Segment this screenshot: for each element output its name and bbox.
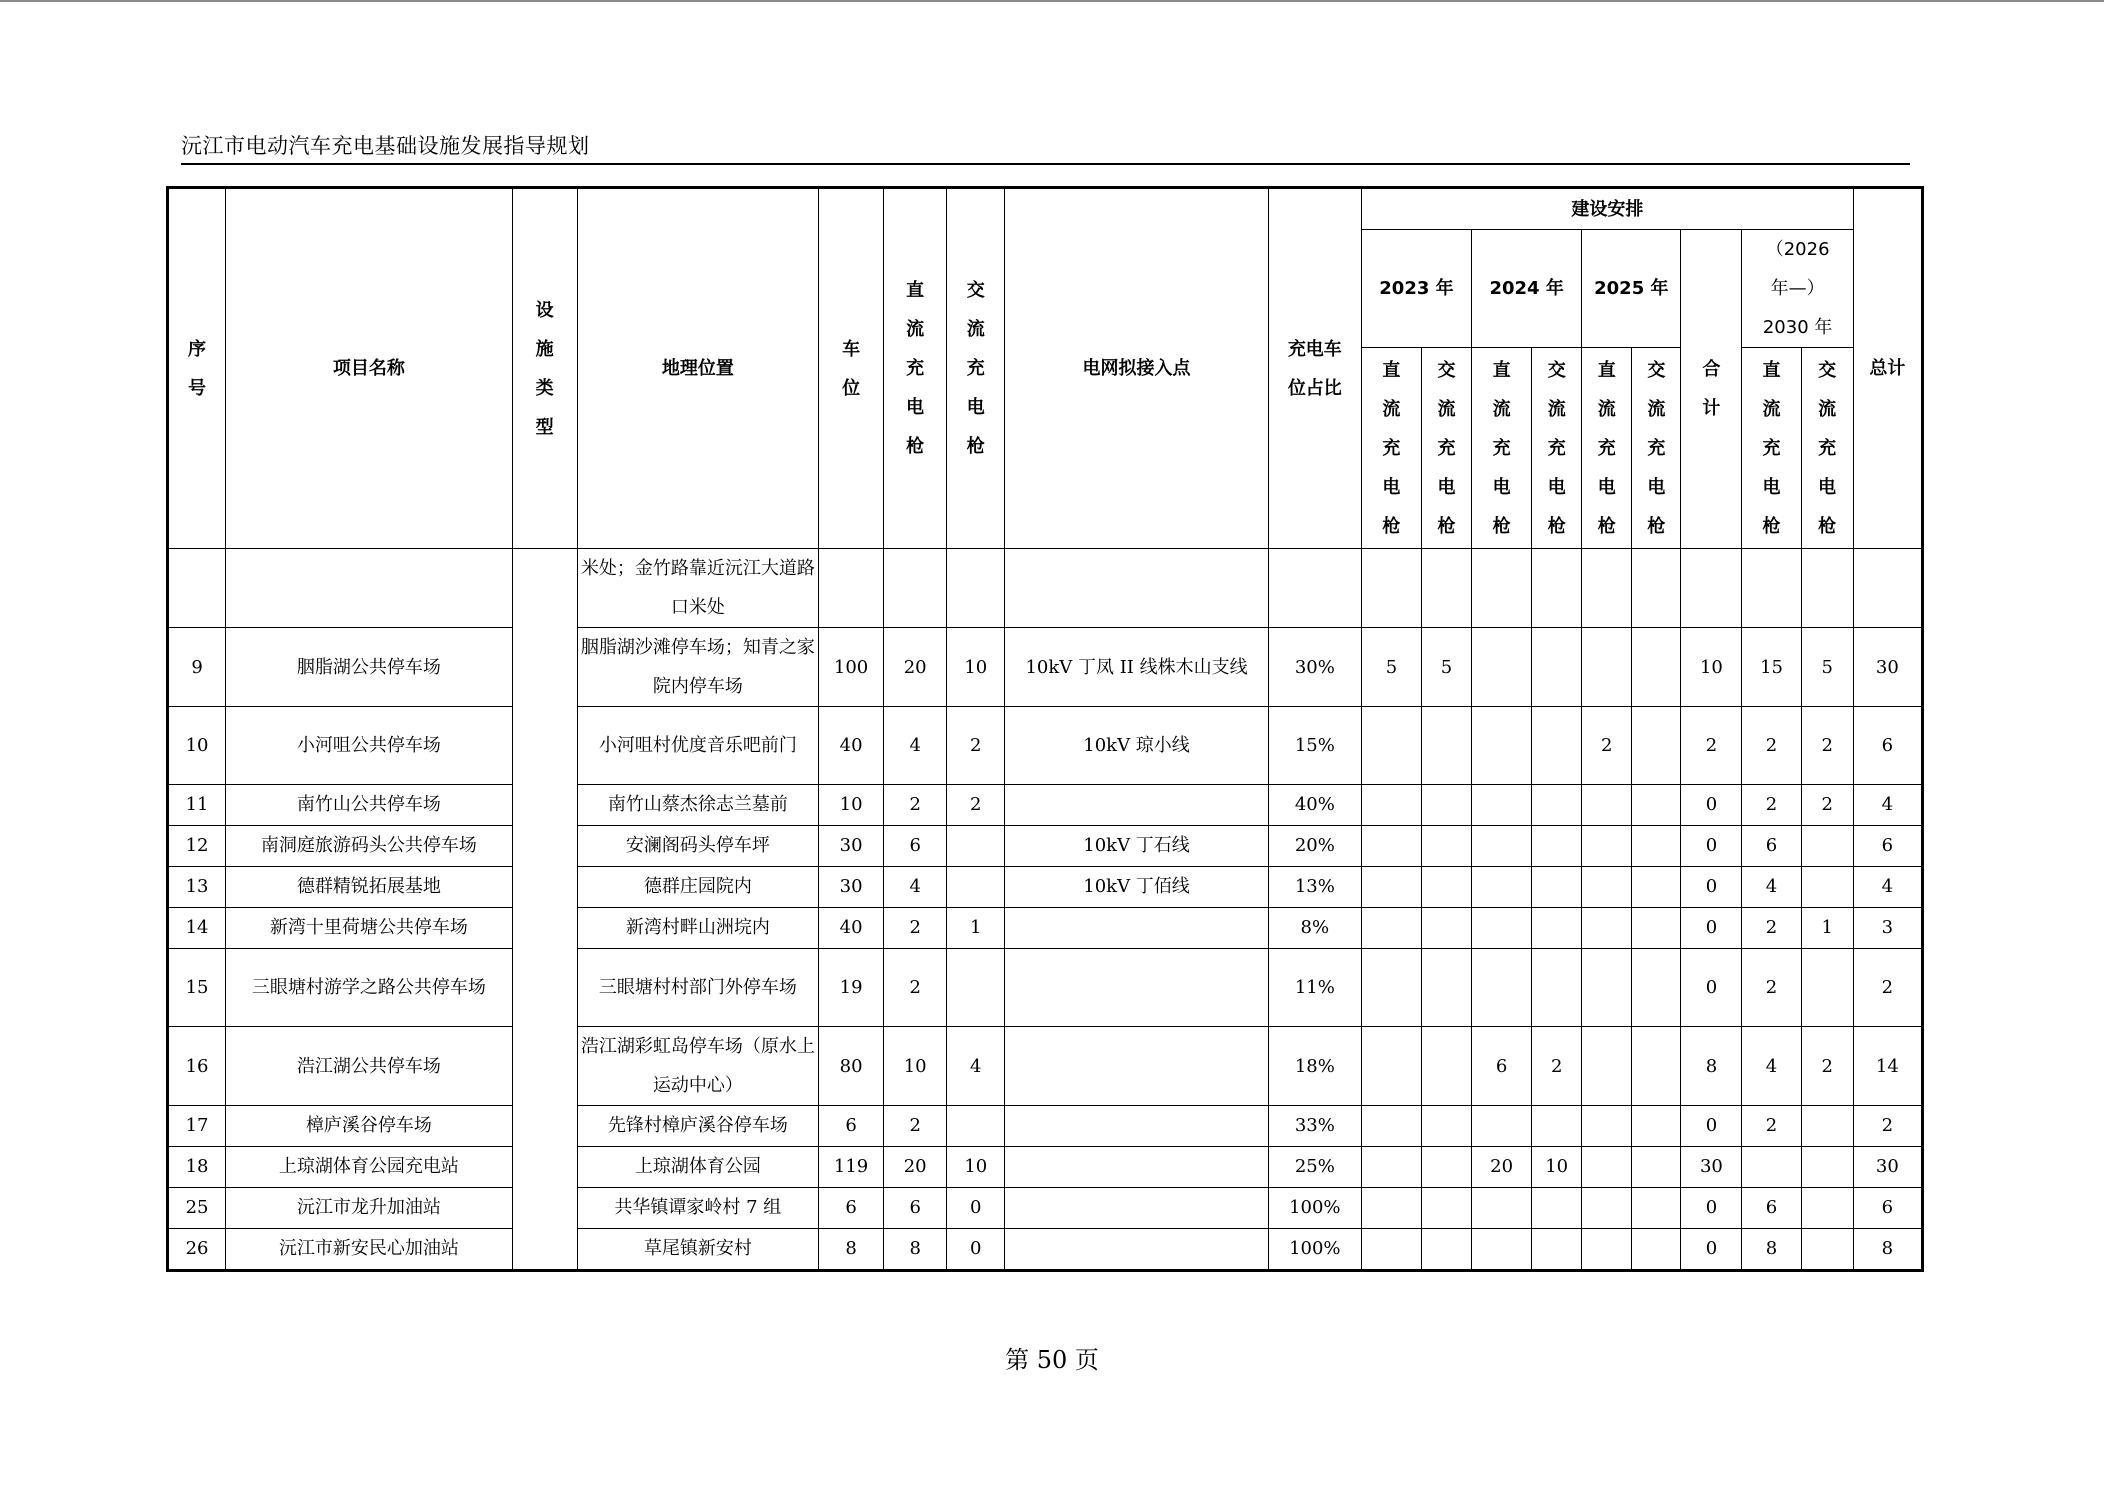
dc-2024-cell <box>1472 1188 1532 1229</box>
ac-2024-cell <box>1532 1188 1582 1229</box>
ac-2023-cell <box>1421 1106 1471 1147</box>
ac-cell <box>947 949 1005 1027</box>
dc-2025-cell <box>1582 1229 1632 1271</box>
dc-2023-cell <box>1361 785 1421 826</box>
dc-2024-cell <box>1472 628 1532 707</box>
dc-cell: 8 <box>884 1229 947 1271</box>
dc-2023-cell <box>1361 707 1421 785</box>
ac-2023-cell <box>1421 867 1471 908</box>
total-cell: 3 <box>1853 908 1922 949</box>
dc-2024-cell <box>1472 1229 1532 1271</box>
table-row <box>168 1147 1923 1188</box>
ac-cell: 10 <box>947 628 1005 707</box>
dc-2026-cell: 4 <box>1742 1027 1801 1106</box>
ac-2023-cell <box>1421 949 1471 1027</box>
col-arrangement: 建设安排 <box>1361 188 1853 230</box>
spaces-cell: 10 <box>819 785 884 826</box>
dc-2024-cell <box>1472 1106 1532 1147</box>
ac-2025-cell <box>1632 1229 1681 1271</box>
dc-2023-cell <box>1361 1027 1421 1106</box>
ac-2026-cell <box>1801 867 1853 908</box>
seq-cell: 15 <box>168 949 226 1027</box>
col-type: 设施类型 <box>512 188 577 549</box>
sub-dc-2023: 直流充电枪 <box>1361 348 1421 549</box>
location-cell: 米处；金竹路靠近沅江大道路口米处 <box>577 549 818 628</box>
table-row <box>168 785 1923 826</box>
sub-ac-2025: 交流充电枪 <box>1632 348 1681 549</box>
dc-2023-cell <box>1361 908 1421 949</box>
dc-2023-cell <box>1361 826 1421 867</box>
ac-2025-cell <box>1632 1027 1681 1106</box>
facility-type-cell <box>512 1188 577 1229</box>
table-row <box>168 1106 1923 1147</box>
seq-cell: 12 <box>168 826 226 867</box>
dc-cell: 6 <box>884 1188 947 1229</box>
col-subtotal: 合计 <box>1681 230 1742 549</box>
total-cell: 30 <box>1853 1147 1922 1188</box>
grid-cell <box>1005 908 1268 949</box>
grid-cell: 10kV 琼小线 <box>1005 707 1268 785</box>
ac-2026-cell <box>1801 826 1853 867</box>
ratio-cell: 20% <box>1268 826 1361 867</box>
dc-2025-cell <box>1582 628 1632 707</box>
spaces-cell: 30 <box>819 826 884 867</box>
grid-cell <box>1005 1027 1268 1106</box>
ac-2026-cell: 2 <box>1801 785 1853 826</box>
ac-cell: 0 <box>947 1188 1005 1229</box>
grid-cell: 10kV 丁石线 <box>1005 826 1268 867</box>
ac-2024-cell: 10 <box>1532 1147 1582 1188</box>
dc-2025-cell <box>1582 785 1632 826</box>
grid-cell <box>1005 1188 1268 1229</box>
ac-2024-cell <box>1532 908 1582 949</box>
col-dc: 直流充电枪 <box>884 188 947 549</box>
col-grid: 电网拟接入点 <box>1005 188 1268 549</box>
spaces-cell: 119 <box>819 1147 884 1188</box>
col-2023: 2023 年 <box>1361 230 1471 348</box>
ac-2023-cell <box>1421 785 1471 826</box>
location-cell: 浩江湖彩虹岛停车场（原水上运动中心） <box>577 1027 818 1106</box>
dc-2024-cell <box>1472 949 1532 1027</box>
ac-2024-cell <box>1532 949 1582 1027</box>
dc-2025-cell <box>1582 867 1632 908</box>
sub-ac-2023: 交流充电枪 <box>1421 348 1471 549</box>
facility-type-cell <box>512 949 577 1027</box>
dc-2024-cell <box>1472 785 1532 826</box>
dc-2025-cell <box>1582 908 1632 949</box>
ac-2025-cell <box>1632 908 1681 949</box>
name-cell: 沅江市龙升加油站 <box>226 1188 512 1229</box>
ac-2025-cell <box>1632 949 1681 1027</box>
dc-2026-cell: 4 <box>1742 867 1801 908</box>
col-2025: 2025 年 <box>1582 230 1681 348</box>
ac-2026-cell: 1 <box>1801 908 1853 949</box>
ratio-cell: 13% <box>1268 867 1361 908</box>
col-seq: 序号 <box>168 188 226 549</box>
dc-2026-cell: 2 <box>1742 949 1801 1027</box>
table-row <box>168 908 1923 949</box>
ac-cell: 10 <box>947 1147 1005 1188</box>
subtotal-cell: 10 <box>1681 628 1742 707</box>
sub-ac-2024: 交流充电枪 <box>1532 348 1582 549</box>
dc-2023-cell <box>1361 1188 1421 1229</box>
location-cell: 胭脂湖沙滩停车场；知青之家院内停车场 <box>577 628 818 707</box>
name-cell: 沅江市新安民心加油站 <box>226 1229 512 1271</box>
dc-2023-cell <box>1361 949 1421 1027</box>
ratio-cell: 30% <box>1268 628 1361 707</box>
col-spaces: 车位 <box>819 188 884 549</box>
sub-dc-2025: 直流充电枪 <box>1582 348 1632 549</box>
facility-type-cell <box>512 908 577 949</box>
grid-cell <box>1005 1229 1268 1271</box>
dc-cell: 20 <box>884 628 947 707</box>
ac-2023-cell <box>1421 908 1471 949</box>
ac-2026-cell: 5 <box>1801 628 1853 707</box>
ac-2023-cell <box>1421 826 1471 867</box>
dc-2023-cell <box>1361 1147 1421 1188</box>
table-row <box>168 628 1923 707</box>
location-cell: 先锋村樟庐溪谷停车场 <box>577 1106 818 1147</box>
dc-2024-cell: 6 <box>1472 1027 1532 1106</box>
location-cell: 小河咀村优度音乐吧前门 <box>577 707 818 785</box>
document-running-title: 沅江市电动汽车充电基础设施发展指导规划 <box>181 134 590 158</box>
spaces-cell: 100 <box>819 628 884 707</box>
ac-2023-cell <box>1421 707 1471 785</box>
location-cell: 草尾镇新安村 <box>577 1229 818 1271</box>
ac-2025-cell <box>1632 1188 1681 1229</box>
name-cell: 上琼湖体育公园充电站 <box>226 1147 512 1188</box>
ac-2026-cell <box>1801 1147 1853 1188</box>
ac-2026-cell <box>1801 949 1853 1027</box>
col-ac: 交流充电枪 <box>947 188 1005 549</box>
table-row <box>168 707 1923 785</box>
ac-2024-cell <box>1532 867 1582 908</box>
location-cell: 上琼湖体育公园 <box>577 1147 818 1188</box>
seq-cell: 25 <box>168 1188 226 1229</box>
spaces-cell: 19 <box>819 949 884 1027</box>
ratio-cell: 18% <box>1268 1027 1361 1106</box>
total-cell: 4 <box>1853 867 1922 908</box>
ac-2023-cell <box>1421 1229 1471 1271</box>
seq-cell: 18 <box>168 1147 226 1188</box>
seq-cell: 10 <box>168 707 226 785</box>
grid-cell <box>1005 1147 1268 1188</box>
total-cell: 6 <box>1853 1188 1922 1229</box>
dc-2023-cell <box>1361 867 1421 908</box>
col-location: 地理位置 <box>577 188 818 549</box>
subtotal-cell: 0 <box>1681 826 1742 867</box>
grid-cell: 10kV 丁凤 II 线株木山支线 <box>1005 628 1268 707</box>
dc-2026-cell <box>1742 1147 1801 1188</box>
ac-2023-cell <box>1421 1147 1471 1188</box>
ac-2025-cell <box>1632 826 1681 867</box>
name-cell: 三眼塘村游学之路公共停车场 <box>226 949 512 1027</box>
name-cell: 南洞庭旅游码头公共停车场 <box>226 826 512 867</box>
spaces-cell: 80 <box>819 1027 884 1106</box>
total-cell: 6 <box>1853 707 1922 785</box>
facility-type-cell <box>512 785 577 826</box>
seq-cell: 13 <box>168 867 226 908</box>
ac-cell <box>947 826 1005 867</box>
dc-2023-cell <box>1361 1106 1421 1147</box>
seq-cell: 16 <box>168 1027 226 1106</box>
ratio-cell: 100% <box>1268 1229 1361 1271</box>
table-row <box>168 1188 1923 1229</box>
ratio-cell: 15% <box>1268 707 1361 785</box>
subtotal-cell: 0 <box>1681 1106 1742 1147</box>
ac-cell: 2 <box>947 707 1005 785</box>
total-cell: 8 <box>1853 1229 1922 1271</box>
grid-cell: 10kV 丁佰线 <box>1005 867 1268 908</box>
dc-cell: 2 <box>884 1106 947 1147</box>
dc-2024-cell: 20 <box>1472 1147 1532 1188</box>
facility-type-cell <box>512 549 577 628</box>
ac-2023-cell <box>1421 1027 1471 1106</box>
dc-2026-cell: 15 <box>1742 628 1801 707</box>
col-ratio: 充电车位占比 <box>1268 188 1361 549</box>
table-row <box>168 867 1923 908</box>
dc-2025-cell <box>1582 1027 1632 1106</box>
sub-dc-2024: 直流充电枪 <box>1472 348 1532 549</box>
ac-cell <box>947 1106 1005 1147</box>
dc-2026-cell: 2 <box>1742 1106 1801 1147</box>
grid-cell <box>1005 1106 1268 1147</box>
top-border-line <box>0 0 2104 2</box>
ac-2023-cell: 5 <box>1421 628 1471 707</box>
facility-type-cell <box>512 628 577 707</box>
location-cell: 南竹山蔡杰徐志兰墓前 <box>577 785 818 826</box>
dc-cell: 2 <box>884 908 947 949</box>
ratio-cell: 11% <box>1268 949 1361 1027</box>
ac-2025-cell <box>1632 628 1681 707</box>
ac-2024-cell <box>1532 826 1582 867</box>
ac-2025-cell <box>1632 1147 1681 1188</box>
subtotal-cell: 0 <box>1681 867 1742 908</box>
dc-2026-cell: 6 <box>1742 826 1801 867</box>
dc-cell: 4 <box>884 867 947 908</box>
facility-type-cell <box>512 1229 577 1271</box>
ac-cell <box>947 867 1005 908</box>
dc-2024-cell <box>1472 707 1532 785</box>
total-cell: 4 <box>1853 785 1922 826</box>
ac-2023-cell <box>1421 1188 1471 1229</box>
spaces-cell: 40 <box>819 707 884 785</box>
total-cell: 2 <box>1853 1106 1922 1147</box>
location-cell: 三眼塘村村部门外停车场 <box>577 949 818 1027</box>
seq-cell: 14 <box>168 908 226 949</box>
dc-2026-cell: 2 <box>1742 908 1801 949</box>
dc-2025-cell <box>1582 1188 1632 1229</box>
facility-type-cell <box>512 1147 577 1188</box>
ac-2025-cell <box>1632 785 1681 826</box>
total-cell: 2 <box>1853 949 1922 1027</box>
facility-type-cell <box>512 1106 577 1147</box>
table-row <box>168 1027 1923 1106</box>
spaces-cell: 8 <box>819 1229 884 1271</box>
table-row <box>168 949 1923 1027</box>
ac-2026-cell <box>1801 1106 1853 1147</box>
ac-2026-cell: 2 <box>1801 1027 1853 1106</box>
subtotal-cell: 30 <box>1681 1147 1742 1188</box>
dc-2025-cell <box>1582 1147 1632 1188</box>
location-cell: 德群庄园院内 <box>577 867 818 908</box>
ratio-cell: 25% <box>1268 1147 1361 1188</box>
location-cell: 共华镇谭家岭村 7 组 <box>577 1188 818 1229</box>
name-cell: 德群精锐拓展基地 <box>226 867 512 908</box>
ratio-cell: 100% <box>1268 1188 1361 1229</box>
facility-type-cell <box>512 867 577 908</box>
facility-type-cell <box>512 1027 577 1106</box>
dc-cell: 4 <box>884 707 947 785</box>
dc-2026-cell: 2 <box>1742 785 1801 826</box>
dc-2024-cell <box>1472 867 1532 908</box>
col-total: 总计 <box>1853 188 1922 549</box>
ac-cell: 2 <box>947 785 1005 826</box>
dc-2026-cell: 2 <box>1742 707 1801 785</box>
ac-cell: 0 <box>947 1229 1005 1271</box>
ac-2024-cell <box>1532 1229 1582 1271</box>
ac-2025-cell <box>1632 1106 1681 1147</box>
subtotal-cell: 0 <box>1681 785 1742 826</box>
grid-cell <box>1005 785 1268 826</box>
name-cell: 樟庐溪谷停车场 <box>226 1106 512 1147</box>
spaces-cell: 6 <box>819 1106 884 1147</box>
subtotal-cell: 0 <box>1681 908 1742 949</box>
dc-2025-cell: 2 <box>1582 707 1632 785</box>
spaces-cell: 6 <box>819 1188 884 1229</box>
total-cell: 14 <box>1853 1027 1922 1106</box>
facility-type-cell <box>512 826 577 867</box>
ac-2026-cell: 2 <box>1801 707 1853 785</box>
dc-cell: 6 <box>884 826 947 867</box>
subtotal-cell: 2 <box>1681 707 1742 785</box>
spaces-cell: 40 <box>819 908 884 949</box>
seq-cell: 26 <box>168 1229 226 1271</box>
location-cell: 安澜阁码头停车坪 <box>577 826 818 867</box>
seq-cell: 11 <box>168 785 226 826</box>
ac-2024-cell <box>1532 628 1582 707</box>
page-number: 第 50 页 <box>1005 1346 1099 1374</box>
ac-2024-cell <box>1532 785 1582 826</box>
col-2026-2030: （2026 年—）2030 年 <box>1742 230 1853 348</box>
subtotal-cell: 8 <box>1681 1027 1742 1106</box>
name-cell: 南竹山公共停车场 <box>226 785 512 826</box>
subtotal-cell: 0 <box>1681 949 1742 1027</box>
subtotal-cell: 0 <box>1681 1188 1742 1229</box>
ratio-cell: 40% <box>1268 785 1361 826</box>
spaces-cell: 30 <box>819 867 884 908</box>
header-rule <box>181 163 1910 165</box>
dc-2025-cell <box>1582 949 1632 1027</box>
name-cell: 新湾十里荷塘公共停车场 <box>226 908 512 949</box>
dc-2023-cell <box>1361 1229 1421 1271</box>
ac-2026-cell <box>1801 1188 1853 1229</box>
col-2024: 2024 年 <box>1472 230 1582 348</box>
name-cell: 胭脂湖公共停车场 <box>226 628 512 707</box>
dc-cell: 2 <box>884 949 947 1027</box>
grid-cell <box>1005 949 1268 1027</box>
header-row-1 <box>168 188 1923 230</box>
col-name: 项目名称 <box>226 188 512 549</box>
ratio-cell: 8% <box>1268 908 1361 949</box>
seq-cell: 17 <box>168 1106 226 1147</box>
sub-dc-2026: 直流充电枪 <box>1742 348 1801 549</box>
name-cell: 浩江湖公共停车场 <box>226 1027 512 1106</box>
ac-2026-cell <box>1801 1229 1853 1271</box>
dc-2024-cell <box>1472 908 1532 949</box>
seq-cell: 9 <box>168 628 226 707</box>
ac-2025-cell <box>1632 867 1681 908</box>
ac-cell: 1 <box>947 908 1005 949</box>
dc-2024-cell <box>1472 826 1532 867</box>
charging-plan-table <box>166 186 1924 1272</box>
table-row <box>168 826 1923 867</box>
ac-2024-cell <box>1532 1106 1582 1147</box>
dc-2025-cell <box>1582 1106 1632 1147</box>
ac-2024-cell <box>1532 707 1582 785</box>
location-cell: 新湾村畔山洲垸内 <box>577 908 818 949</box>
table-row-continuation <box>168 549 1923 628</box>
ac-2025-cell <box>1632 707 1681 785</box>
dc-2025-cell <box>1582 826 1632 867</box>
dc-2023-cell: 5 <box>1361 628 1421 707</box>
dc-cell: 2 <box>884 785 947 826</box>
total-cell: 30 <box>1853 628 1922 707</box>
dc-cell: 10 <box>884 1027 947 1106</box>
dc-cell: 20 <box>884 1147 947 1188</box>
total-cell: 6 <box>1853 826 1922 867</box>
ratio-cell: 33% <box>1268 1106 1361 1147</box>
table-row <box>168 1229 1923 1271</box>
dc-2026-cell: 6 <box>1742 1188 1801 1229</box>
ac-cell: 4 <box>947 1027 1005 1106</box>
sub-ac-2026: 交流充电枪 <box>1801 348 1853 549</box>
ac-2024-cell: 2 <box>1532 1027 1582 1106</box>
facility-type-cell <box>512 707 577 785</box>
dc-2026-cell: 8 <box>1742 1229 1801 1271</box>
name-cell: 小河咀公共停车场 <box>226 707 512 785</box>
subtotal-cell: 0 <box>1681 1229 1742 1271</box>
